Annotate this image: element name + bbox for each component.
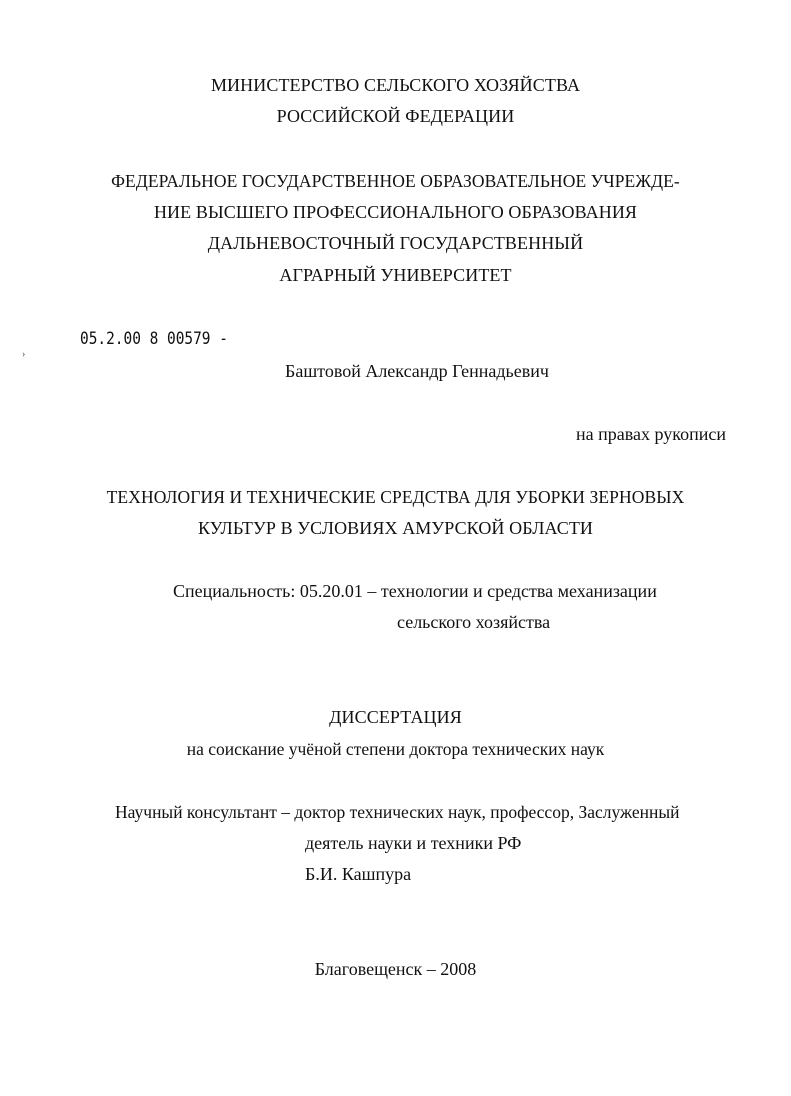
- institution-line-4: АГРАРНЫЙ УНИВЕРСИТЕТ: [279, 265, 512, 285]
- ministry-line-1: МИНИСТЕРСТВО СЕЛЬСКОГО ХОЗЯЙСТВА: [210, 75, 581, 95]
- library-stamp-number: 05.2.00 8 00579 -: [80, 329, 228, 349]
- specialty-line-2: сельского хозяйства: [397, 612, 551, 632]
- consultant-name: Б.И. Кашпура: [305, 864, 412, 884]
- specialty-line-1: Специальность: 05.20.01 – технологии и средства механизации: [173, 581, 657, 601]
- institution-line-3: ДАЛЬНЕВОСТОЧНЫЙ ГОСУДАРСТВЕННЫЙ: [207, 233, 584, 253]
- institution-line-1: ФЕДЕРАЛЬНОЕ ГОСУДАРСТВЕННОЕ ОБРАЗОВАТЕЛЬНОЕ УЧРЕЖДЕ-: [111, 171, 680, 191]
- author-name: Баштовой Александр Геннадьевич: [285, 361, 549, 381]
- consultant-line-1: Научный консультант – доктор технических наук, профессор, Заслуженный: [115, 802, 680, 822]
- city-year: Благовещенск – 2008: [314, 959, 477, 979]
- ministry-line-2: РОССИЙСКОЙ ФЕДЕРАЦИИ: [276, 106, 515, 126]
- title-line-2: КУЛЬТУР В УСЛОВИЯХ АМУРСКОЙ ОБЛАСТИ: [197, 518, 594, 538]
- institution-line-2: НИЕ ВЫСШЕГО ПРОФЕССИОНАЛЬНОГО ОБРАЗОВАНИЯ: [153, 202, 638, 222]
- degree-line: на соискание учёной степени доктора технических наук: [186, 739, 605, 759]
- title-line-1: ТЕХНОЛОГИЯ И ТЕХНИЧЕСКИЕ СРЕДСТВА ДЛЯ УБОРКИ ЗЕРНОВЫХ: [106, 487, 685, 507]
- scan-speck-mark: ›: [22, 349, 26, 360]
- manuscript-note: на правах рукописи: [576, 424, 726, 444]
- work-type: ДИССЕРТАЦИЯ: [329, 707, 462, 727]
- consultant-line-2: деятель науки и техники РФ: [305, 833, 522, 853]
